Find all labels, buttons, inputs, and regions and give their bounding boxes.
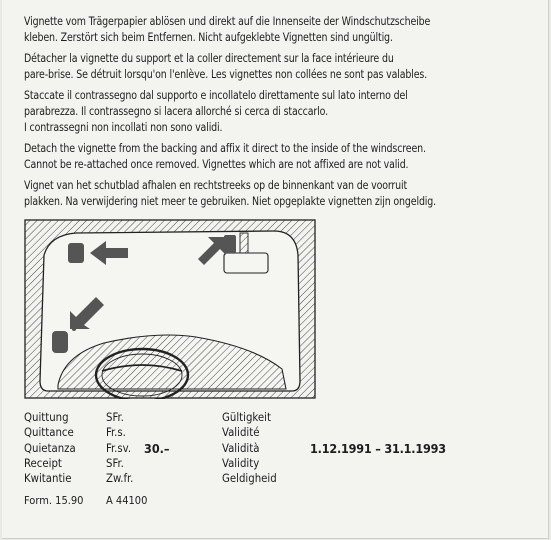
- instruction-line: Vignet van het schutblad afhalen en rechtstreeks op de binnenkant van de voorruit: [24, 179, 408, 193]
- validity-labels: [222, 410, 277, 486]
- validity-label: Gültigkeit: [222, 411, 271, 424]
- currency-label: Fr.sv.: [106, 441, 132, 455]
- validity-label: Validità: [222, 441, 260, 455]
- instruction-line: parabrezza. Il contrassegno si lacera allorché si cerca di staccarlo.: [24, 104, 328, 118]
- receipt-label: Kwitantie: [24, 472, 72, 486]
- validity-label: Validité: [222, 426, 260, 440]
- instruction-line: Détacher la vignette du support et la coller directement sur la face intérieure du: [24, 52, 394, 66]
- form-number: Form. 15.90: [24, 494, 84, 507]
- instruction-line: I contrassegni non incollati non sono validi.: [24, 120, 223, 134]
- windscreen-diagram: [24, 219, 316, 399]
- mirror-mount: [240, 233, 248, 253]
- instruction-line: pare-brise. Se détruit lorsqu'on l'enlève. Les vignettes non collées ne sont pas valables.: [24, 67, 428, 81]
- instruction-line: Detach the vignette from the backing and affix it direct to the inside of the windscreen.: [24, 142, 426, 156]
- receipt-label: Receipt: [24, 456, 62, 470]
- validity-label: Validity: [222, 456, 260, 470]
- currency-label: SFr.: [106, 411, 124, 424]
- receipt-label: Quittance: [24, 426, 74, 440]
- validity-period: 1.12.1991 – 31.1.1993: [310, 440, 446, 456]
- instruction-line: Staccate il contrassegno dal supporto e incollatelo direttamente sul lato interno del: [24, 89, 408, 103]
- currency-label: Zw.fr.: [106, 472, 134, 486]
- receipt-labels: [24, 410, 76, 486]
- rear-view-mirror: [224, 253, 268, 273]
- instruction-line: kleben. Zerstört sich beim Entfernen. Nicht aufgeklebte Vignetten sind ungültig.: [24, 30, 393, 44]
- receipt-label: Quietanza: [24, 441, 76, 455]
- instructions-block: [24, 14, 524, 216]
- vignette-card: [2, 0, 549, 539]
- currency-labels: [106, 410, 133, 486]
- instruction-line: Vignette vom Trägerpapier ablösen und direkt auf die Innenseite der Windschutzscheibe: [24, 15, 431, 28]
- amount: 30.–: [144, 440, 170, 456]
- receipt-label: Quittung: [24, 411, 69, 424]
- instructions-en: [24, 141, 526, 172]
- instructions-it: [24, 88, 526, 135]
- vignette-position-left: [68, 243, 84, 263]
- vignette-position-lower-left: [52, 331, 68, 353]
- instructions-fr: [24, 51, 526, 82]
- instruction-line: Cannot be re-attached once removed. Vignettes which are not affixed are not valid.: [24, 157, 409, 171]
- currency-label: Fr.s.: [106, 426, 126, 440]
- instructions-de: [24, 14, 526, 45]
- currency-label: SFr.: [106, 456, 124, 470]
- serial-number: A 44100: [106, 494, 148, 507]
- instruction-line: plakken. Na verwijdering niet meer te gebruiken. Niet opgeplakte vignetten zijn ongeldig.: [24, 194, 437, 208]
- validity-label: Geldigheid: [222, 472, 277, 486]
- receipt-section: [24, 410, 524, 510]
- instructions-nl: [24, 178, 526, 209]
